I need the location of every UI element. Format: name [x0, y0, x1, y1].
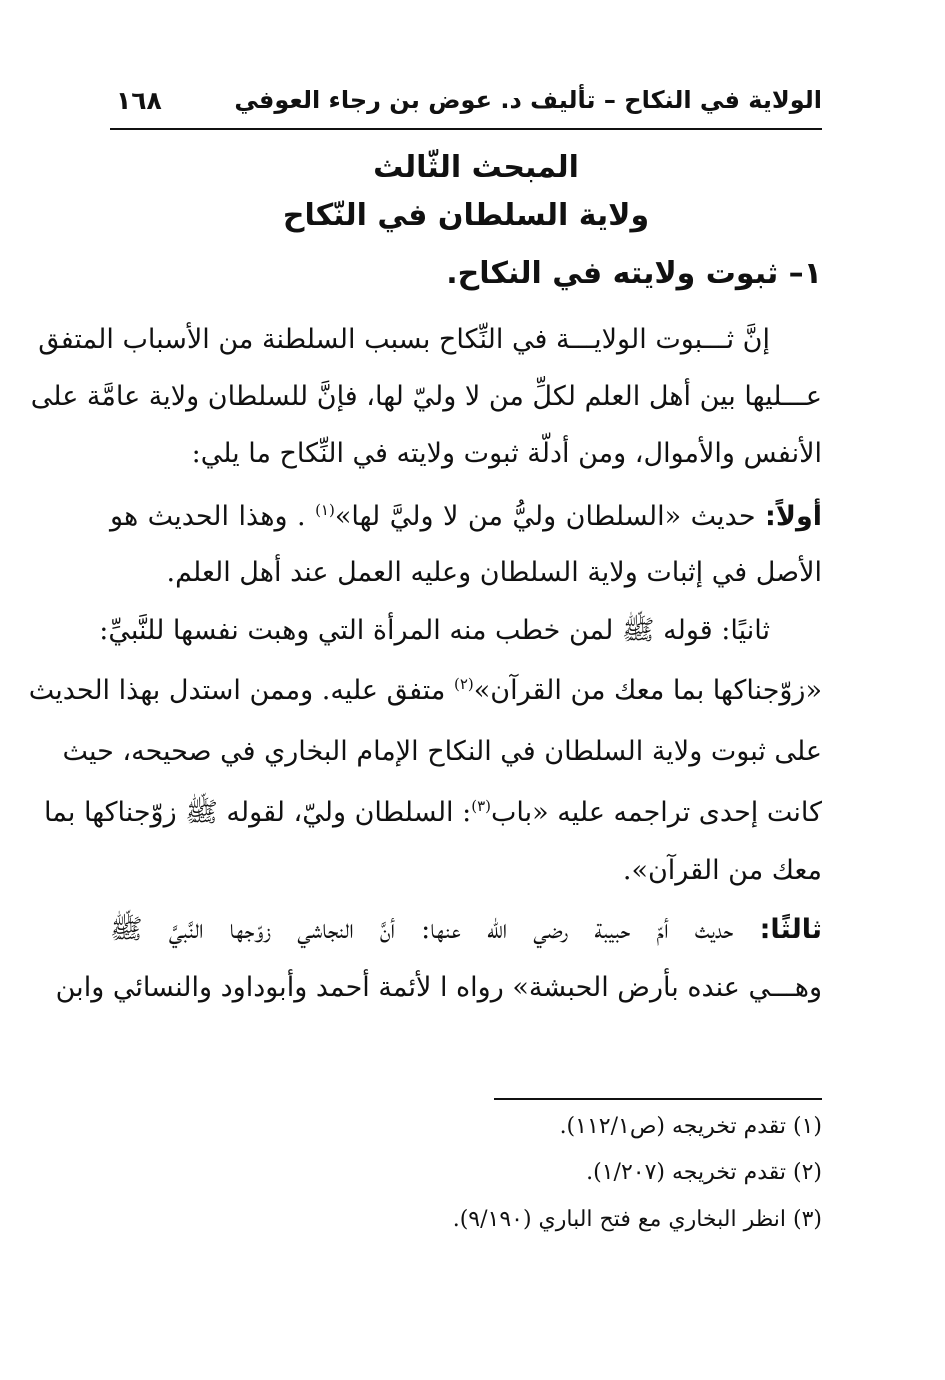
hadith-text: حديث «السلطان وليُّ من لا وليَّ لها» [334, 501, 766, 532]
paragraph-line: على ثبوت ولاية السلطان في النكاح الإمام البخاري في صحيحه، حيث [62, 736, 822, 767]
paragraph-line [28, 666, 822, 716]
paragraph-line: الأصل في إثبات ولاية السلطان وعليه العمل عند أهل العلم. [166, 557, 822, 588]
section-title: ولاية السلطان في النّكاح [282, 198, 650, 233]
book-title: الولاية في النكاح – تأليف د. عوض بن رجاء العوفي [234, 86, 822, 114]
paragraph-lead: أولاً: [765, 501, 822, 532]
paragraph-line: الأنفس والأموال، ومن أدلّة ثبوت ولايته في النِّكاح ما يلي: [191, 438, 822, 469]
footnote-separator [494, 1098, 822, 1100]
running-header [110, 82, 822, 130]
text-run: متفق عليه. وممن استدل بهذا الحديث [28, 675, 454, 706]
paragraph-line: عـــليها بين أهل العلم لكلِّ من لا وليّ لها، فإنَّ للسلطان ولاية عامَّة على [30, 381, 822, 412]
paragraph-line: معك من القرآن». [622, 855, 822, 886]
paragraph-line [110, 492, 822, 542]
paragraph-line: وهـــي عنده بأرض الحبشة» رواه ا لأئمة أحمد وأبوداود والنسائي وابن [55, 972, 822, 1003]
footnote: (١) تقدم تخريجه (ص١١٢/١). [559, 1114, 822, 1139]
footnote: (٣) انظر البخاري مع فتح الباري (٩/١٩٠). [452, 1207, 822, 1232]
paragraph-line: ثانيًا: قوله ﷺ لمن خطب منه المرأة التي وهبت نفسها للنَّبيِّ: [99, 615, 770, 646]
text-run: كانت إحدى تراجمه عليه «باب [491, 797, 822, 828]
hadith-text: «زوّجناكها بما معك من القرآن» [473, 675, 822, 706]
text-run: حديث أمّ حبيبة رضي الله عنها: أنَّ النجاشي زوّجها النَّبيَّ ﷺ [110, 914, 760, 945]
page-number: ١٦٨ [116, 86, 162, 115]
footnote-ref: (١) [315, 501, 335, 519]
text-run: . وهذا الحديث هو [110, 501, 316, 532]
paragraph-line [110, 905, 822, 955]
paragraph-line [44, 788, 822, 838]
footnote: (٢) تقدم تخريجه (١/٢٠٧). [586, 1160, 822, 1185]
paragraph-line: إنَّ ثـــبوت الولايـــة في النِّكاح بسبب السلطنة من الأسباب المتفق [38, 324, 770, 355]
text-run: : السلطان وليّ، لقوله ﷺ زوّجناكها بما [44, 797, 472, 828]
paragraph-lead: ثالثًا: [759, 914, 822, 945]
section-heading: المبحث الثّالث [373, 150, 579, 185]
subsection-title: ١– ثبوت ولايته في النكاح. [446, 256, 822, 291]
footnote-ref: (٢) [453, 675, 474, 693]
footnote-ref: (٣) [471, 797, 492, 815]
